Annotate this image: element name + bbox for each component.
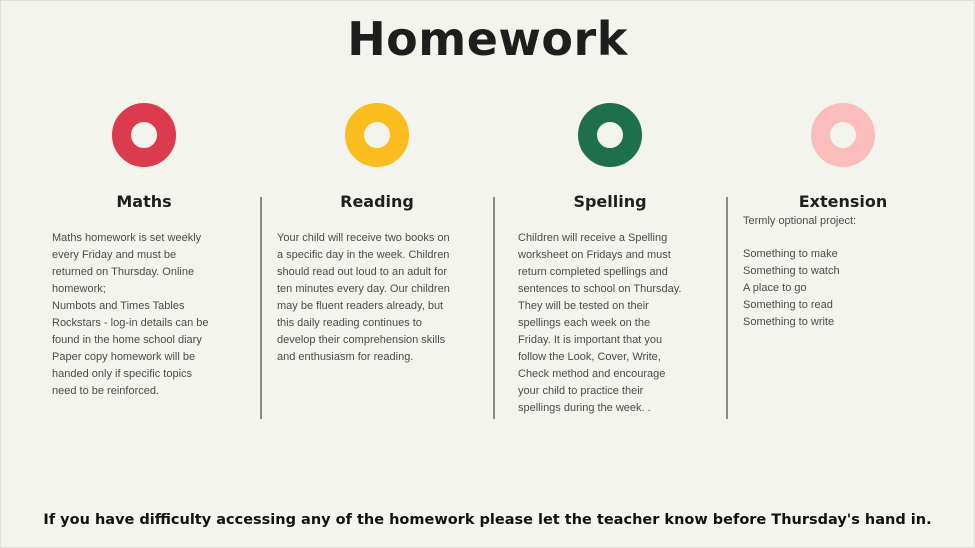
extension-heading: Extension bbox=[798, 192, 888, 211]
spelling-ring-icon bbox=[578, 103, 642, 167]
list-item: Something to read bbox=[743, 299, 833, 311]
maths-ring-icon bbox=[112, 103, 176, 167]
divider-1 bbox=[260, 197, 262, 419]
divider-3 bbox=[726, 197, 728, 419]
maths-heading: Maths bbox=[116, 192, 172, 211]
list-item: Something to watch bbox=[743, 265, 840, 277]
spelling-description: Children will receive a Spelling worksheet on Fridays and must return completed spellings and sentences to school on Thursday. They will be tested on their spellings each week on the Friday. It is important that you follow the Look, Cover, Write, Check method and encourage your child to practice their spellings during the week. . bbox=[518, 232, 682, 414]
list-item: Something to make bbox=[743, 248, 838, 260]
list-item: A place to go bbox=[743, 282, 807, 294]
divider-2 bbox=[493, 197, 495, 419]
reading-heading: Reading bbox=[340, 192, 414, 211]
extension-intro: Termly optional project: bbox=[743, 215, 857, 227]
reading-description: Your child will receive two books on a specific day in the week. Children should read out loud to an adult for ten minutes every day. Our children may be fluent readers already, but this daily reading continues to develop their comprehension skills and enthusiasm for reading. bbox=[277, 232, 450, 363]
extension-ring-icon bbox=[811, 103, 875, 167]
page-title: Homework bbox=[347, 12, 628, 66]
reading-ring-icon bbox=[345, 103, 409, 167]
list-item: Something to write bbox=[743, 316, 835, 328]
extension-list bbox=[743, 246, 963, 331]
footer-note: If you have difficulty accessing any of the homework please let the teacher know before Thursday's hand in. bbox=[43, 512, 932, 528]
spelling-heading: Spelling bbox=[573, 192, 647, 211]
maths-description: Maths homework is set weekly every Friday and must be returned on Thursday. Online homework; Numbots and Times Tables Rockstars - log-in details can be found in the home school diary Paper copy homework will be handed only if specific topics need to be reinforced. bbox=[52, 232, 209, 397]
